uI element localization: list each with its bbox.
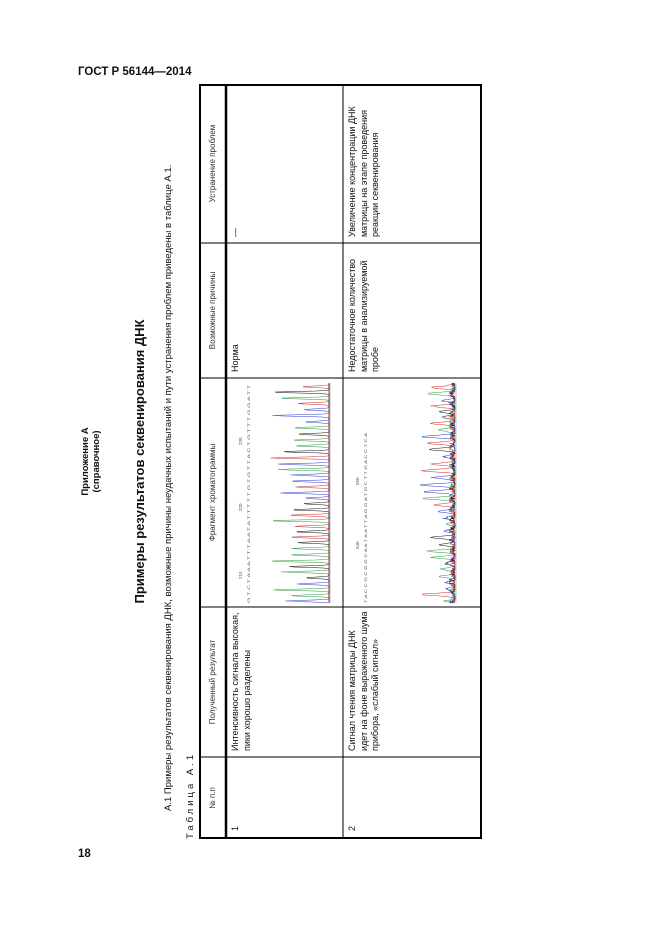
chrom2-sequence: T A C C G C G G C A A T A A T T A G G A T G C T T G A C C T C A bbox=[363, 484, 368, 603]
row1-result: Интенсивность сигнала высокая, пики хорошо разделены bbox=[230, 612, 252, 751]
intro-paragraph: А.1 Примеры результатов секвенирования ДНК, возможные причины неудачных испытаний и пути устранения проблем приведены в таблице А.1. bbox=[163, 164, 174, 811]
header-solution: Устранение проблем bbox=[208, 124, 217, 203]
row2-reason: Недостаточное количество матрицы в анализируемой пробе bbox=[347, 258, 380, 372]
chrom1-position-label: 230 bbox=[238, 437, 243, 445]
appendix-title: Приложение А bbox=[80, 427, 91, 496]
row1-reason: Норма bbox=[230, 344, 240, 372]
standard-code: ГОСТ Р 56144—2014 bbox=[78, 66, 192, 78]
chrom2-position-label: 550 bbox=[355, 477, 360, 485]
row2-num: 2 bbox=[347, 825, 357, 831]
row2-solution: Увеличение концентрации ДНК матрицы на этапе проведения реакции секвенирования bbox=[347, 106, 380, 237]
row1-solution: — bbox=[230, 228, 240, 237]
header-chromatogram: Фрагмент хроматограммы bbox=[208, 443, 217, 542]
header-num: № п.п bbox=[208, 787, 217, 809]
results-table bbox=[199, 84, 482, 839]
document-title: Примеры результатов секвенирования ДНК bbox=[132, 319, 147, 604]
row2-result: Сигнал чтения матрицы ДНК идет на фоне выраженного шума прибора, «слабый сигнал» bbox=[347, 611, 380, 751]
chrom2-position-label: 540 bbox=[355, 541, 360, 549]
table-caption: Таблица А.1 bbox=[185, 751, 196, 839]
chromatogram-strong-signal bbox=[233, 381, 333, 605]
header-result: Полученный результат bbox=[208, 639, 217, 725]
chromatogram-weak-signal bbox=[349, 381, 459, 605]
chrom1-sequence: G T C T A A A T T T A A T A T T T T T G T G T T A C T G T T T G G A T T bbox=[246, 475, 251, 603]
chrom1-position-label: 220 bbox=[238, 503, 243, 511]
appendix-type: (справочное) bbox=[91, 430, 102, 493]
page-number: 18 bbox=[78, 848, 91, 860]
chrom1-position-label: 210 bbox=[238, 571, 243, 579]
row1-num: 1 bbox=[230, 825, 240, 831]
header-reason: Возможные причины bbox=[208, 271, 217, 350]
chromatogram-trace bbox=[273, 383, 330, 603]
landscape-content bbox=[76, 84, 496, 839]
